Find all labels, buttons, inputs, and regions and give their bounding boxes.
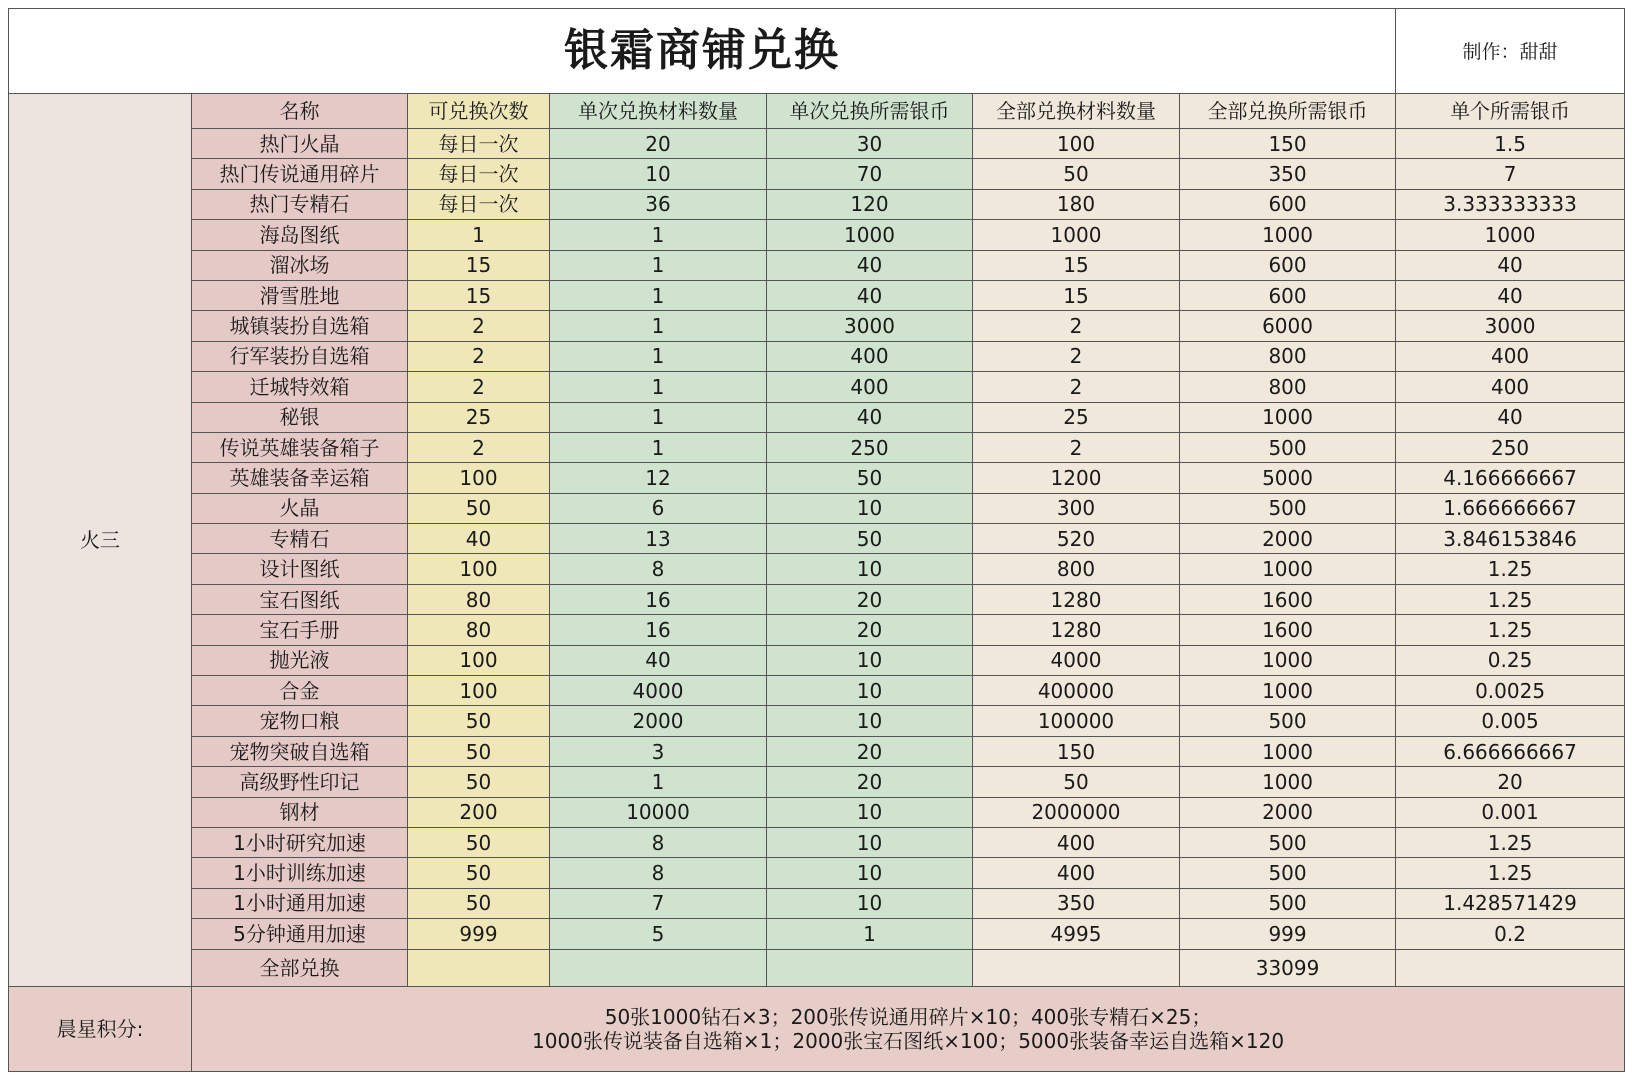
table-row [9, 797, 1625, 827]
cell-unit-silver: 1.5 [1396, 129, 1625, 159]
cell-total-silver: 2000 [1180, 524, 1396, 554]
table-row [9, 767, 1625, 797]
table-row [9, 554, 1625, 584]
cell-single-silver: 400 [767, 341, 973, 371]
cell-total-material: 150 [973, 736, 1180, 766]
total-unit-silver [1396, 949, 1625, 986]
cell-total-silver: 999 [1180, 919, 1396, 949]
cell-single-material: 1 [550, 341, 767, 371]
cell-single-material: 8 [550, 858, 767, 888]
cell-name: 宠物突破自选箱 [192, 736, 408, 766]
cell-unit-silver: 250 [1396, 432, 1625, 462]
cell-name: 宠物口粮 [192, 706, 408, 736]
cell-single-silver: 250 [767, 432, 973, 462]
cell-single-silver: 10 [767, 554, 973, 584]
footer-line-1: 50张1000钻石×3；200张传说通用碎片×10；400张专精石×25； [604, 1004, 1212, 1029]
cell-total-material: 15 [973, 250, 1180, 280]
cell-total-material: 520 [973, 524, 1180, 554]
cell-single-material: 12 [550, 463, 767, 493]
table-row [9, 493, 1625, 523]
header-unit-silver: 单个所需银币 [1396, 94, 1625, 129]
cell-single-material: 10 [550, 159, 767, 189]
cell-single-silver: 30 [767, 129, 973, 159]
side-label: 火三 [9, 94, 192, 987]
cell-single-material: 1 [550, 250, 767, 280]
cell-total-silver: 500 [1180, 858, 1396, 888]
cell-name: 热门传说通用碎片 [192, 159, 408, 189]
cell-total-silver: 1000 [1180, 736, 1396, 766]
cell-single-silver: 10 [767, 797, 973, 827]
cell-single-silver: 50 [767, 524, 973, 554]
cell-unit-silver: 0.25 [1396, 645, 1625, 675]
cell-name: 抛光液 [192, 645, 408, 675]
table-row [9, 706, 1625, 736]
cell-name: 钢材 [192, 797, 408, 827]
cell-single-material: 10000 [550, 797, 767, 827]
cell-times: 2 [408, 372, 550, 402]
cell-times: 50 [408, 493, 550, 523]
cell-unit-silver: 1.25 [1396, 615, 1625, 645]
cell-total-material: 1000 [973, 220, 1180, 250]
cell-single-material: 16 [550, 615, 767, 645]
cell-single-silver: 10 [767, 888, 973, 918]
cell-times: 2 [408, 432, 550, 462]
cell-times: 每日一次 [408, 189, 550, 219]
table-row [9, 888, 1625, 918]
cell-total-material: 50 [973, 767, 1180, 797]
cell-name: 传说英雄装备箱子 [192, 432, 408, 462]
cell-total-silver: 600 [1180, 280, 1396, 310]
cell-single-silver: 40 [767, 280, 973, 310]
cell-total-material: 25 [973, 402, 1180, 432]
cell-name: 热门火晶 [192, 129, 408, 159]
cell-single-silver: 10 [767, 676, 973, 706]
table-row [9, 129, 1625, 159]
table-row [9, 858, 1625, 888]
cell-name: 专精石 [192, 524, 408, 554]
cell-total-silver: 5000 [1180, 463, 1396, 493]
footer-rewards [192, 986, 1625, 1071]
cell-total-material: 4995 [973, 919, 1180, 949]
cell-total-silver: 500 [1180, 493, 1396, 523]
cell-single-material: 1 [550, 280, 767, 310]
cell-total-silver: 350 [1180, 159, 1396, 189]
cell-total-material: 1200 [973, 463, 1180, 493]
cell-single-silver: 10 [767, 858, 973, 888]
cell-total-silver: 1000 [1180, 676, 1396, 706]
cell-name: 1小时研究加速 [192, 827, 408, 857]
cell-name: 高级野性印记 [192, 767, 408, 797]
cell-name: 行军装扮自选箱 [192, 341, 408, 371]
cell-total-material: 400 [973, 858, 1180, 888]
cell-name: 溜冰场 [192, 250, 408, 280]
cell-single-material: 8 [550, 554, 767, 584]
cell-name: 迁城特效箱 [192, 372, 408, 402]
cell-times: 50 [408, 767, 550, 797]
cell-total-silver: 1000 [1180, 554, 1396, 584]
cell-single-silver: 10 [767, 645, 973, 675]
table-row [9, 524, 1625, 554]
cell-unit-silver: 20 [1396, 767, 1625, 797]
author-cell [1396, 9, 1625, 94]
cell-single-material: 5 [550, 919, 767, 949]
cell-single-material: 20 [550, 129, 767, 159]
cell-times: 50 [408, 706, 550, 736]
table-row [9, 402, 1625, 432]
table-row [9, 372, 1625, 402]
cell-times: 25 [408, 402, 550, 432]
cell-unit-silver: 40 [1396, 280, 1625, 310]
cell-total-silver: 2000 [1180, 797, 1396, 827]
cell-unit-silver: 1.666666667 [1396, 493, 1625, 523]
cell-single-material: 8 [550, 827, 767, 857]
cell-name: 热门专精石 [192, 189, 408, 219]
title-row [9, 9, 1625, 94]
cell-single-silver: 1000 [767, 220, 973, 250]
cell-single-material: 7 [550, 888, 767, 918]
cell-total-silver: 500 [1180, 432, 1396, 462]
author-text: 制作：甜甜 [1462, 40, 1558, 63]
cell-unit-silver: 0.0025 [1396, 676, 1625, 706]
footer-label: 晨星积分: [9, 986, 192, 1071]
cell-total-material: 400 [973, 827, 1180, 857]
cell-total-silver: 1000 [1180, 220, 1396, 250]
cell-total-material: 180 [973, 189, 1180, 219]
cell-single-silver: 20 [767, 767, 973, 797]
cell-total-silver: 150 [1180, 129, 1396, 159]
cell-times: 999 [408, 919, 550, 949]
cell-total-silver: 1000 [1180, 402, 1396, 432]
cell-unit-silver: 4.166666667 [1396, 463, 1625, 493]
cell-times: 15 [408, 250, 550, 280]
title-text: 银霜商铺兑换 [564, 25, 841, 76]
cell-total-silver: 800 [1180, 372, 1396, 402]
cell-total-material: 50 [973, 159, 1180, 189]
cell-total-material: 100000 [973, 706, 1180, 736]
table-row [9, 463, 1625, 493]
cell-unit-silver: 1.428571429 [1396, 888, 1625, 918]
header-total-silver: 全部兑换所需银币 [1180, 94, 1396, 129]
total-label: 全部兑换 [192, 949, 408, 986]
cell-times: 200 [408, 797, 550, 827]
cell-total-material: 350 [973, 888, 1180, 918]
cell-single-material: 16 [550, 584, 767, 614]
cell-single-silver: 400 [767, 372, 973, 402]
cell-name: 1小时通用加速 [192, 888, 408, 918]
exchange-table [8, 8, 1625, 1072]
cell-unit-silver: 3000 [1396, 311, 1625, 341]
cell-unit-silver: 6.666666667 [1396, 736, 1625, 766]
footer-row [9, 986, 1625, 1071]
cell-total-material: 4000 [973, 645, 1180, 675]
cell-total-material: 800 [973, 554, 1180, 584]
cell-total-silver: 500 [1180, 827, 1396, 857]
cell-single-silver: 10 [767, 706, 973, 736]
table-row [9, 220, 1625, 250]
cell-times: 每日一次 [408, 159, 550, 189]
cell-unit-silver: 1000 [1396, 220, 1625, 250]
cell-name: 宝石图纸 [192, 584, 408, 614]
cell-times: 每日一次 [408, 129, 550, 159]
table-row [9, 189, 1625, 219]
cell-times: 15 [408, 280, 550, 310]
cell-times: 1 [408, 220, 550, 250]
cell-total-silver: 500 [1180, 888, 1396, 918]
total-silver: 33099 [1180, 949, 1396, 986]
cell-unit-silver: 0.005 [1396, 706, 1625, 736]
cell-times: 2 [408, 341, 550, 371]
cell-single-material: 4000 [550, 676, 767, 706]
table-row [9, 311, 1625, 341]
cell-times: 2 [408, 311, 550, 341]
cell-single-material: 1 [550, 432, 767, 462]
cell-unit-silver: 40 [1396, 402, 1625, 432]
table-row [9, 159, 1625, 189]
cell-single-material: 13 [550, 524, 767, 554]
cell-times: 50 [408, 858, 550, 888]
cell-single-silver: 1 [767, 919, 973, 949]
cell-times: 100 [408, 463, 550, 493]
total-single-silver [767, 949, 973, 986]
cell-single-material: 1 [550, 372, 767, 402]
cell-name: 海岛图纸 [192, 220, 408, 250]
cell-times: 100 [408, 676, 550, 706]
cell-unit-silver: 0.001 [1396, 797, 1625, 827]
header-times: 可兑换次数 [408, 94, 550, 129]
table-row [9, 280, 1625, 310]
cell-single-material: 40 [550, 645, 767, 675]
cell-name: 滑雪胜地 [192, 280, 408, 310]
cell-total-silver: 600 [1180, 250, 1396, 280]
total-times [408, 949, 550, 986]
cell-times: 50 [408, 736, 550, 766]
table-row [9, 341, 1625, 371]
cell-single-silver: 10 [767, 827, 973, 857]
cell-single-material: 3 [550, 736, 767, 766]
table-row [9, 645, 1625, 675]
cell-single-silver: 40 [767, 402, 973, 432]
cell-times: 100 [408, 554, 550, 584]
cell-single-material: 1 [550, 220, 767, 250]
header-single-material: 单次兑换材料数量 [550, 94, 767, 129]
table-row [9, 919, 1625, 949]
table-row [9, 432, 1625, 462]
cell-times: 80 [408, 615, 550, 645]
cell-single-silver: 10 [767, 493, 973, 523]
cell-single-silver: 20 [767, 736, 973, 766]
cell-unit-silver: 7 [1396, 159, 1625, 189]
cell-name: 城镇装扮自选箱 [192, 311, 408, 341]
cell-single-silver: 3000 [767, 311, 973, 341]
cell-single-material: 2000 [550, 706, 767, 736]
cell-total-material: 15 [973, 280, 1180, 310]
cell-name: 宝石手册 [192, 615, 408, 645]
cell-single-material: 36 [550, 189, 767, 219]
cell-single-silver: 20 [767, 615, 973, 645]
total-total-material [973, 949, 1180, 986]
cell-total-material: 2 [973, 341, 1180, 371]
cell-total-material: 1280 [973, 584, 1180, 614]
table-row [9, 250, 1625, 280]
cell-total-material: 100 [973, 129, 1180, 159]
cell-total-material: 400000 [973, 676, 1180, 706]
header-row [9, 94, 1625, 129]
cell-name: 设计图纸 [192, 554, 408, 584]
cell-times: 80 [408, 584, 550, 614]
header-name: 名称 [192, 94, 408, 129]
table-row [9, 615, 1625, 645]
cell-total-silver: 1000 [1180, 767, 1396, 797]
cell-total-silver: 1600 [1180, 615, 1396, 645]
cell-times: 100 [408, 645, 550, 675]
cell-total-material: 300 [973, 493, 1180, 523]
cell-unit-silver: 3.846153846 [1396, 524, 1625, 554]
cell-total-silver: 1000 [1180, 645, 1396, 675]
cell-total-material: 2 [973, 432, 1180, 462]
cell-unit-silver: 0.2 [1396, 919, 1625, 949]
exchange-sheet [8, 8, 1624, 1072]
cell-unit-silver: 3.333333333 [1396, 189, 1625, 219]
table-row [9, 827, 1625, 857]
cell-unit-silver: 1.25 [1396, 554, 1625, 584]
cell-single-material: 1 [550, 767, 767, 797]
table-row [9, 676, 1625, 706]
cell-total-material: 2 [973, 372, 1180, 402]
cell-total-silver: 6000 [1180, 311, 1396, 341]
header-total-material: 全部兑换材料数量 [973, 94, 1180, 129]
cell-name: 5分钟通用加速 [192, 919, 408, 949]
page-title [9, 9, 1396, 94]
cell-total-silver: 600 [1180, 189, 1396, 219]
cell-single-material: 1 [550, 311, 767, 341]
cell-total-silver: 800 [1180, 341, 1396, 371]
cell-name: 火晶 [192, 493, 408, 523]
total-row [9, 949, 1625, 986]
cell-total-silver: 500 [1180, 706, 1396, 736]
cell-unit-silver: 400 [1396, 341, 1625, 371]
cell-name: 秘银 [192, 402, 408, 432]
header-single-silver: 单次兑换所需银币 [767, 94, 973, 129]
cell-times: 50 [408, 827, 550, 857]
table-row [9, 584, 1625, 614]
cell-single-material: 1 [550, 402, 767, 432]
cell-single-silver: 120 [767, 189, 973, 219]
footer-line-2: 1000张传说装备自选箱×1；2000张宝石图纸×100；5000张装备幸运自选箱×120 [532, 1028, 1285, 1053]
cell-name: 1小时训练加速 [192, 858, 408, 888]
cell-times: 40 [408, 524, 550, 554]
cell-single-silver: 50 [767, 463, 973, 493]
cell-unit-silver: 1.25 [1396, 858, 1625, 888]
cell-single-silver: 20 [767, 584, 973, 614]
cell-total-silver: 1600 [1180, 584, 1396, 614]
table-row [9, 736, 1625, 766]
cell-single-material: 6 [550, 493, 767, 523]
cell-times: 50 [408, 888, 550, 918]
cell-name: 英雄装备幸运箱 [192, 463, 408, 493]
cell-unit-silver: 40 [1396, 250, 1625, 280]
cell-unit-silver: 1.25 [1396, 584, 1625, 614]
cell-unit-silver: 400 [1396, 372, 1625, 402]
cell-total-material: 2000000 [973, 797, 1180, 827]
cell-unit-silver: 1.25 [1396, 827, 1625, 857]
cell-total-material: 1280 [973, 615, 1180, 645]
cell-single-silver: 70 [767, 159, 973, 189]
total-single-material [550, 949, 767, 986]
cell-name: 合金 [192, 676, 408, 706]
cell-total-material: 2 [973, 311, 1180, 341]
cell-single-silver: 40 [767, 250, 973, 280]
